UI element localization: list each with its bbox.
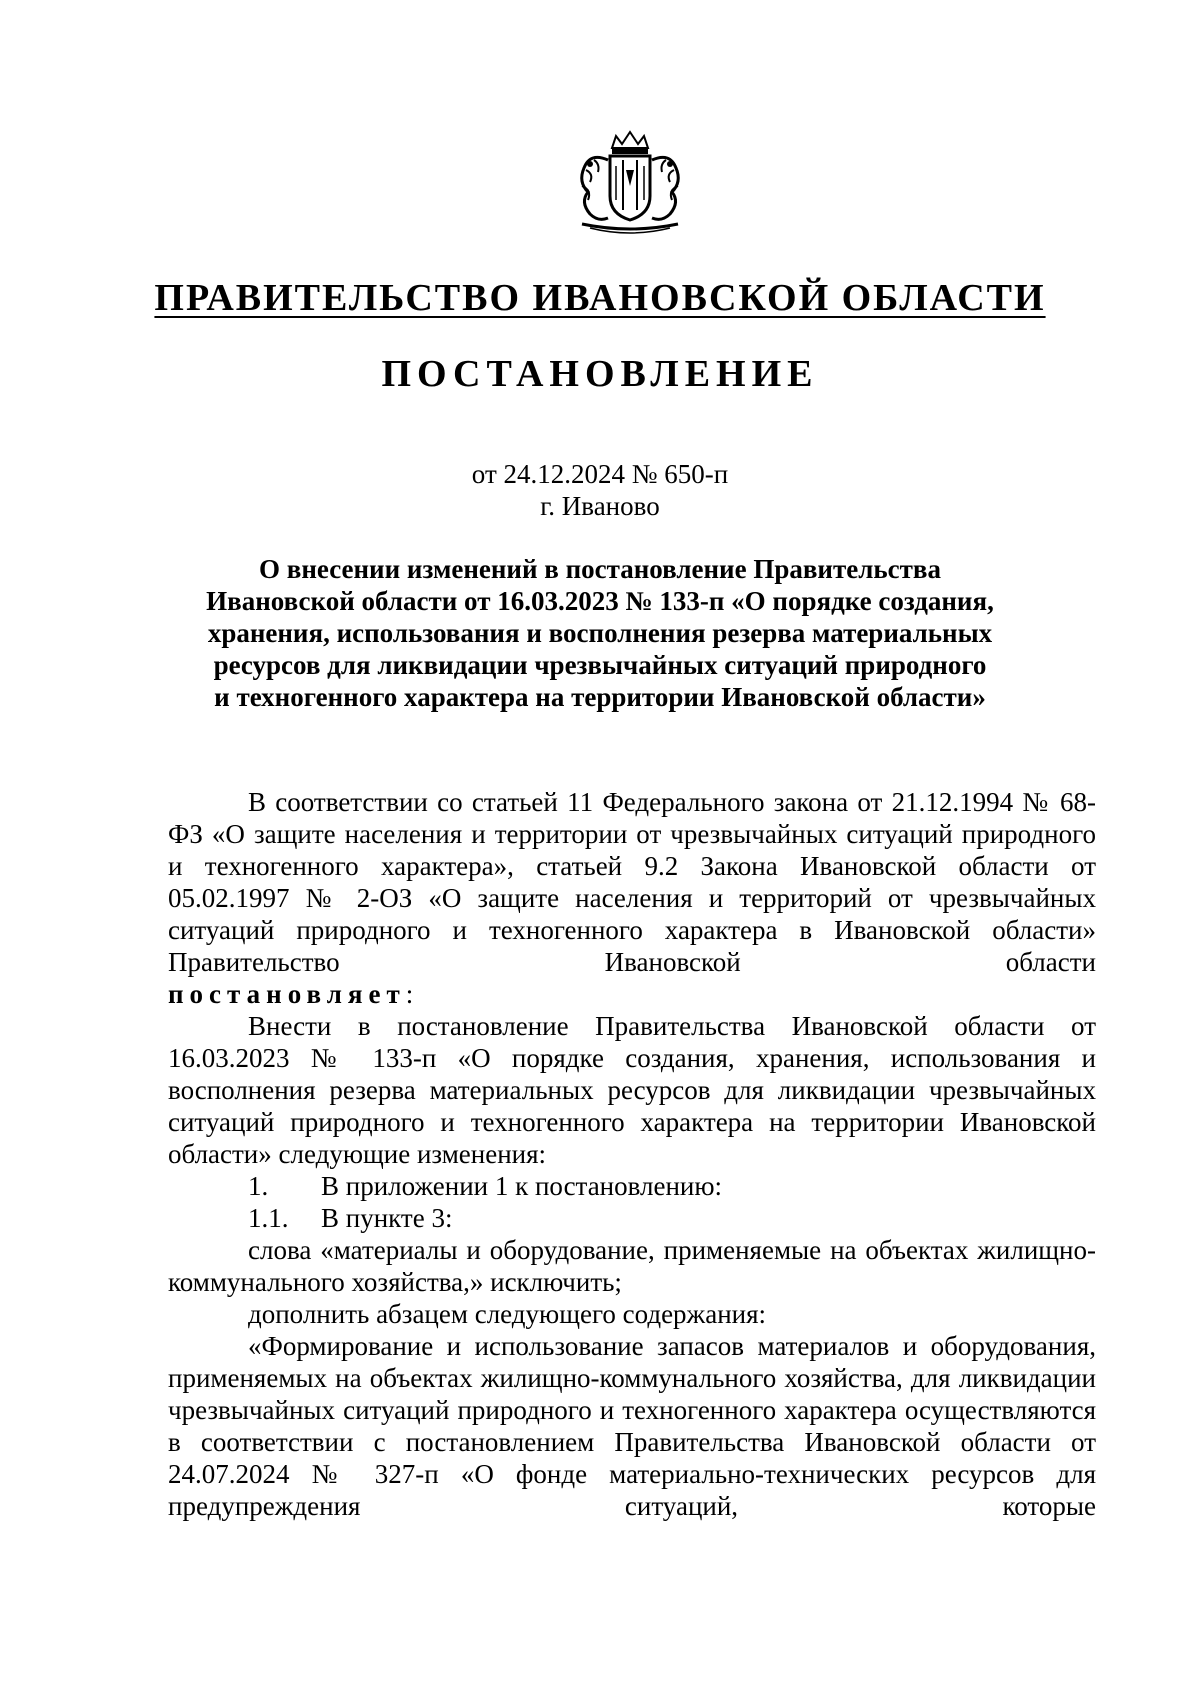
title-line: Ивановской области от 16.03.2023 № 133-п «О порядке создания, xyxy=(206,586,994,616)
item-text: В пункте 3: xyxy=(321,1203,453,1233)
title-line: и техногенного характера на территории Ивановской области» xyxy=(214,682,986,712)
title-line: хранения, использования и восполнения резерва материальных xyxy=(207,618,993,648)
body-paragraph: слова «материалы и оборудование, применяемые на объектах жилищно-коммунального хозяйства,» исключить; xyxy=(168,1235,1096,1297)
document-type-heading: ПОСТАНОВЛЕНИЕ xyxy=(381,353,819,395)
list-item xyxy=(168,1202,1096,1234)
document-title xyxy=(120,553,1080,713)
coat-of-arms-emblem xyxy=(560,130,700,240)
city: г. Иваново xyxy=(540,491,660,521)
document-meta xyxy=(0,458,1200,522)
list-item xyxy=(168,1170,1096,1202)
title-line: О внесении изменений в постановление Правительства xyxy=(259,554,941,584)
decree-word: постановляет xyxy=(168,979,406,1009)
preamble-paragraph: В соответствии со статьей 11 Федерального закона от 21.12.1994 № 68-ФЗ «О защите населения и территории от чрезвычайных ситуаций природного и техногенного характера», статьей 9.2 Закона Ивановской области от 05.02.1997 № 2-ОЗ «О защите населения и территорий от чрезвычайных ситуаций природного и техногенного характера в Ивановской области» Правительство Ивановской области xyxy=(168,787,1096,977)
item-number: 1. xyxy=(248,1171,269,1201)
amendment-paragraph: Внести в постановление Правительства Ивановской области от 16.03.2023 № 133-п «О порядке создания, хранения, использования и восполнения резерва материальных ресурсов для ликвидации чрезвычайных ситуаций природного и техногенного характера на территории Ивановской области» следующие изменения: xyxy=(168,1011,1096,1169)
decree-line xyxy=(168,978,1096,1010)
date-number: от 24.12.2024 № 650-п xyxy=(471,459,729,489)
document-body xyxy=(168,786,1096,1522)
item-text: В приложении 1 к постановлению: xyxy=(321,1171,723,1201)
body-paragraph: «Формирование и использование запасов материалов и оборудования, применяемых на объектах жилищно-коммунального хозяйства, для ликвидации чрезвычайных ситуаций природного и техногенного характера осуществляются в соответствии с постановлением Правительства Ивановской области от 24.07.2024 № 327-п «О фонде материально-технических ресурсов для предупреждения ситуаций, которые xyxy=(168,1331,1096,1521)
government-name: ПРАВИТЕЛЬСТВО ИВАНОВСКОЙ ОБЛАСТИ xyxy=(154,277,1046,319)
title-line: ресурсов для ликвидации чрезвычайных ситуаций природного xyxy=(213,650,987,680)
decree-colon: : xyxy=(405,979,414,1009)
body-paragraph: дополнить абзацем следующего содержания: xyxy=(248,1299,767,1329)
item-number: 1.1. xyxy=(248,1203,289,1233)
